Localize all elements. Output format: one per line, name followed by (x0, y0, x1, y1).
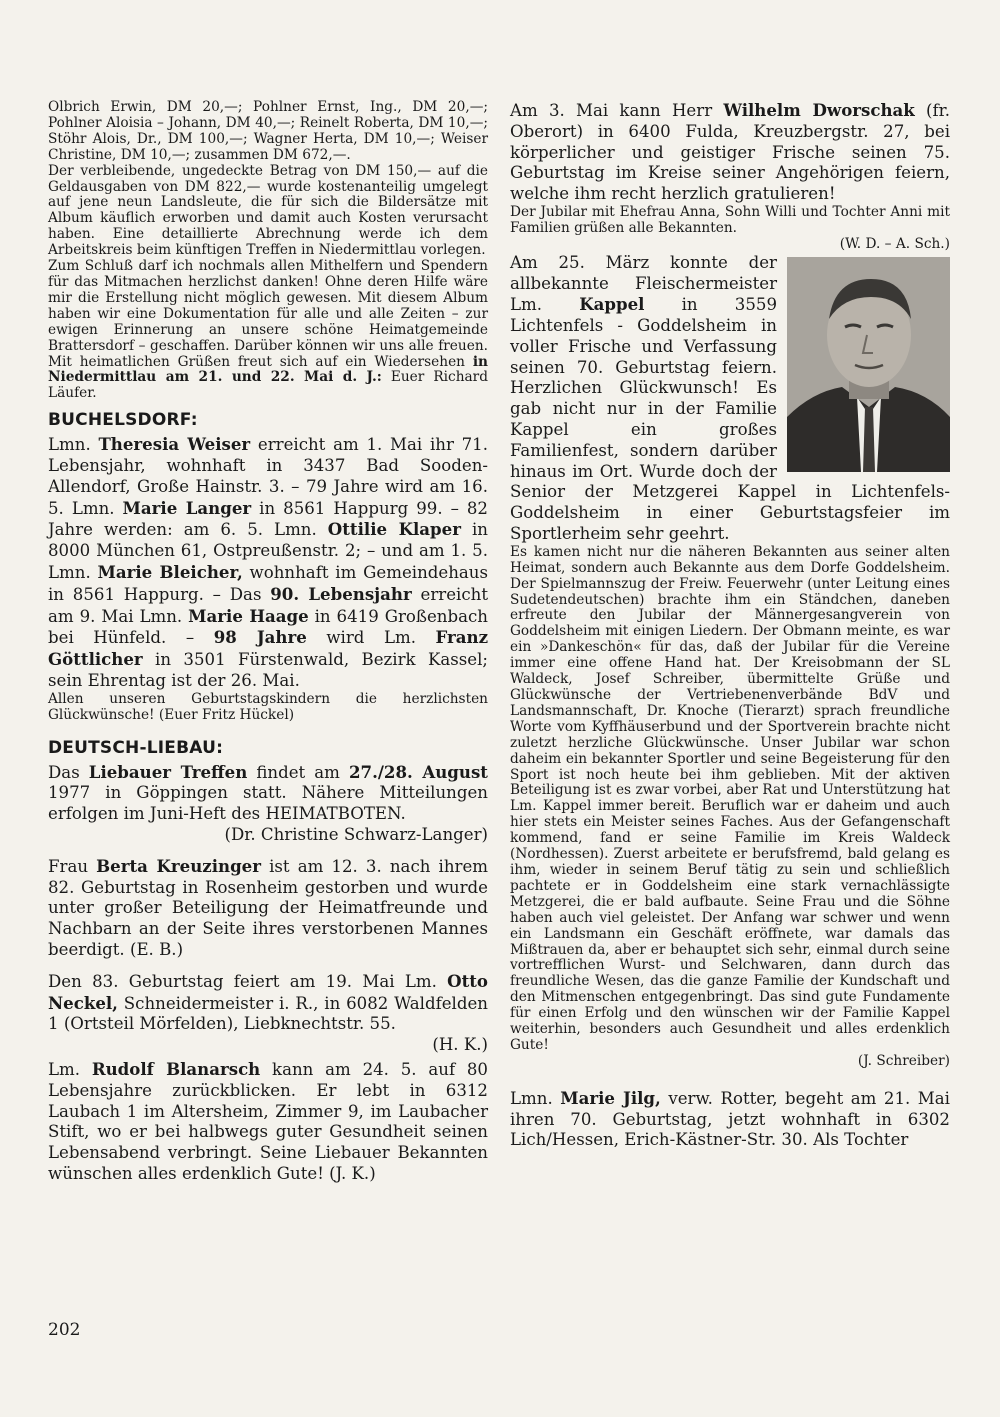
heading-buchelsdorf: BUCHELSDORF: (48, 410, 198, 431)
closing-thanks: Zum Schluß darf ich nochmals allen Mithelfern und Spendern für das Mitmachen herzlichst danken! Ohne deren Hilfe wäre mir die Erstellung nicht möglich gewesen. Mit diesem Album haben wir eine Dokumentation für alle und alle Zeiten – zur ewigen Erinnerung an unsere schöne Heimatgemeinde Brattersdorf – geschaffen. Darüber können wir uns alle freuen. Mit heimatlichen Grüßen freut sich auf ein Wiedersehen in Niedermittlau am 21. und 22. Mai d. J.: Euer Richard Läufer. (48, 258, 488, 402)
expense-note: Der verbleibende, ungedeckte Betrag von DM 150,— auf die Geldausgaben von DM 822,— wurde kostenanteilig umgelegt auf jene neun Landsleute, die für sich die Bildersätze mit Album käuflich erworben und damit auch Kosten verursacht haben. Eine detaillierte Abrechnung werde ich dem Arbeitskreis beim künftigen Treffen in Niedermittlau vorlegen. (48, 162, 488, 259)
portrait-photo (787, 257, 950, 472)
right-column (510, 100, 950, 1151)
neckel-birthday: Den 83. Geburtstag feiert am 19. Mai Lm. Otto Neckel, Schneidermeister i. R., in 6082 Waldfelden 1 (Ortsteil Mörfelden), Liebknechtstr. 55. (48, 970, 488, 1034)
kappel-signature: (J. Schreiber) (857, 1052, 950, 1069)
dworschak-greeting: Der Jubilar mit Ehefrau Anna, Sohn Willi und Tochter Anni mit Familien grüßen alle Bekannten. (510, 203, 950, 236)
heading-deutsch-liebau: DEUTSCH-LIEBAU: (48, 737, 224, 758)
jilg-birthday: Lmn. Marie Jilg, verw. Rotter, begeht am 21. Mai ihren 70. Geburtstag, jetzt wohnhaft in 6302 Lich/Hessen, Erich-Kästner-Str. 30. Als Tochter (510, 1087, 950, 1150)
portrait-photo-icon (787, 257, 950, 472)
dworschak-signature: (W. D. – A. Sch.) (839, 235, 950, 252)
dworschak-birthday: Am 3. Mai kann Herr Wilhelm Dworschak (fr. Oberort) in 6400 Fulda, Kreuzbergstr. 27, bei körperlicher und geistiger Frische seinen 75. Geburtstag im Kreise seiner Angehörigen feiern, welche ihm recht herzlich gratulieren! (510, 100, 951, 204)
buchelsdorf-greeting: Allen unseren Geburtstagskindern die herzlichsten Glückwünsche! (Euer Fritz Hückel) (48, 690, 488, 723)
blanarsch-birthday: Lm. Rudolf Blanarsch kann am 24. 5. auf 80 Lebensjahre zurückblicken. Er lebt in 6312 Laubach 1 im Altersheim, Zimmer 9, im Laubacher Stift, wo er bei halbwegs guter Gesundheit seinen Lebensabend verbringt. Seine Liebauer Bekannten wünschen alles erdenklich Gute! (J. K.) (48, 1058, 488, 1183)
kappel-birthday: Am 25. März konnte der allbekannte Fleischermeister Lm. Kappel in 3559 Lichtenfels - Goddelsheim in voller Frische und Verfassung seinen 70. Geburtstag feiern. Herzlichen Glückwunsch! Es gab nicht nur in der Familie Kappel ein großes Familienfest, sondern darüber hinaus im Ort. Wurde doch der Senior der Metzgerei Kappel in Lichtenfels-Goddelsheim in einer Geburtstagsfeier im Sportlerheim sehr geehrt. (510, 252, 950, 544)
neckel-signature: (H. K.) (432, 1035, 488, 1055)
kreuzinger-notice: Frau Berta Kreuzinger ist am 12. 3. nach ihrem 82. Geburtstag in Rosenheim gestorben und wurde unter großer Beteiligung der Heimatfreunde und Nachbarn an der Seite ihres verstorbenen Mannes beerdigt. (E. B.) (48, 855, 489, 959)
liebau-treffen: Das Liebauer Treffen findet am 27./28. August 1977 in Göppingen statt. Nähere Mitteilungen erfolgen im Juni-Heft des HEIMATBOTEN. (48, 761, 488, 824)
left-column (48, 100, 488, 1185)
buchelsdorf-birthdays: Lmn. Theresia Weiser erreicht am 1. Mai ihr 71. Lebensjahr, wohnhaft in 3437 Bad Sooden-Allendorf, Große Hainstr. 3. – 79 Jahre wird am 16. 5. Lmn. Marie Langer in 8561 Happurg 99. – 82 Jahre werden: am 6. 5. Lmn. Ottilie Klaper in 8000 München 61, Ostpreußenstr. 2; – und am 1. 5. Lmn. Marie Bleicher, wohnhaft im Gemeindehaus in 8561 Happurg. – Das 90. Lebensjahr erreicht am 9. Mai Lmn. Marie Haage in 6419 Großenbach bei Hünfeld. – 98 Jahre wird Lm. Franz Göttlicher in 3501 Fürstenwald, Bezirk Kassel; sein Ehrentag ist der 26. Mai. (48, 434, 488, 690)
donor-list: Olbrich Erwin, DM 20,—; Pohlner Ernst, Ing., DM 20,—; Pohlner Aloisia – Johann, DM 40,—; Reinelt Roberta, DM 10,—; Stöhr Alois, Dr., DM 100,—; Wagner Herta, DM 10,—; Weiser Christine, DM 10,—; zusammen DM 672,—. (48, 99, 488, 163)
kappel-report: Es kamen nicht nur die näheren Bekannten aus seiner alten Heimat, sondern auch Bekannte aus dem Dorfe Goddelsheim. Der Spielmannszug der Freiw. Feuerwehr (unter Leitung eines Sudetendeutschen) brachte ihm ein Ständchen, daneben erfreute den Jubilar der Männergesangverein von Goddelsheim mit einigen Liedern. Der Obmann meinte, es war ein »Dankeschön« für das, daß der Jubilar für die Vereine immer eine offene Hand hat. Der Kreisobmann der SL Waldeck, Josef Schreiber, übermittelte Grüße und Glückwünsche der Vertriebenenverbände BdV und Landsmannschaft, Dr. Knoche (Tierarzt) sprach freundliche Worte vom Kyffhäuserbund und der Sportverein brachte nicht zuletzt herzliche Glückwünsche. Unser Jubilar war schon daheim ein bekannter Sportler und seine Begeisterung für den Sport ist noch heute bei ihm geblieben. Mit der aktiven Beteiligung ist es zwar vorbei, aber Rat und Unterstützung hat Lm. Kappel immer bereit. Beruflich war er daheim und auch hier stets ein Meister seines Faches. Aus der Gefangenschaft kommend, fand er seine Familie im Kreis Waldeck (Nordhessen). Zuerst arbeitete er berufsfremd, bald gelang es ihm, wieder in seinem Beruf tätig zu sein und schließlich pachtete er in Goddelsheim eine stark vernachlässigte Metzgerei, die er bald aufbaute. Seine Frau und die Söhne haben auch viel geleistet. Der Anfang war schwer und wenn ein Landsmann ein Geschäft eröffnete, war damals das Mißtrauen da, aber er behauptet sich sehr, einmal durch seine vortrefflichen Wurst- und Selchwaren, dann durch das freundliche Wesen, das die ganze Familie der Kundschaft und den Mitmenschen entgegenbringt. Das sind gute Fundamente für einen Erfolg und den wünschen wir der Familie Kappel weiterhin, besonders auch Gesundheit und alles erdenklich Gute! (510, 543, 950, 1053)
liebau-treffen-signature: (Dr. Christine Schwarz-Langer) (224, 824, 488, 844)
page-number: 202 (48, 1320, 81, 1340)
